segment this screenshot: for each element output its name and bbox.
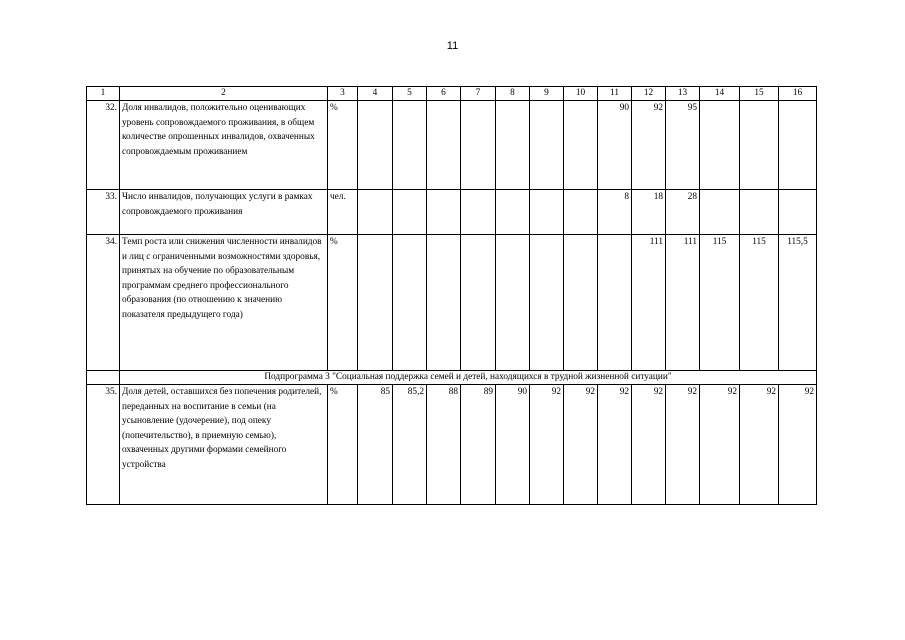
- column-header: 1: [87, 87, 120, 101]
- column-header: 15: [740, 87, 779, 101]
- indicators-table: [86, 86, 817, 505]
- column-header: 10: [564, 87, 598, 101]
- value-cell: 115: [700, 235, 740, 371]
- column-number-row: [87, 87, 817, 101]
- subprogram-row: [87, 371, 817, 385]
- value-cell: 92: [632, 101, 666, 190]
- value-cell: [427, 101, 461, 190]
- value-cell: 92: [779, 385, 817, 505]
- column-header: 12: [632, 87, 666, 101]
- page-number: 11: [446, 40, 459, 52]
- column-header: 7: [461, 87, 496, 101]
- value-cell: 92: [740, 385, 779, 505]
- value-cell: [427, 235, 461, 371]
- table-row: [87, 190, 817, 235]
- value-cell: [530, 235, 564, 371]
- column-header: 9: [530, 87, 564, 101]
- value-cell: [461, 190, 496, 235]
- value-cell: [740, 101, 779, 190]
- column-header: 13: [666, 87, 700, 101]
- value-cell: [496, 101, 530, 190]
- subprogram-title: Подпрограмма 3 "Социальная поддержка семей и детей, находящихся в трудной жизненной ситуации": [120, 371, 817, 385]
- unit-cell: %: [328, 235, 358, 371]
- indicator-name: Доля детей, оставшихся без попечения родителей, переданных на воспитание в семьи (на усыновление (удочерение), под опеку (попечительство), в приемную семью), охваченных другими формами семейного устройства: [120, 385, 328, 505]
- column-header: 2: [120, 87, 328, 101]
- value-cell: [393, 235, 427, 371]
- value-cell: [598, 235, 632, 371]
- value-cell: 85: [358, 385, 393, 505]
- column-header: 6: [427, 87, 461, 101]
- value-cell: [700, 101, 740, 190]
- value-cell: [393, 101, 427, 190]
- value-cell: 92: [564, 385, 598, 505]
- value-cell: 92: [530, 385, 564, 505]
- value-cell: [358, 190, 393, 235]
- value-cell: 92: [666, 385, 700, 505]
- value-cell: [700, 190, 740, 235]
- subprogram-spacer: [87, 371, 120, 385]
- row-index: 32.: [87, 101, 120, 190]
- value-cell: 88: [427, 385, 461, 505]
- value-cell: 111: [666, 235, 700, 371]
- column-header: 3: [328, 87, 358, 101]
- unit-cell: %: [328, 385, 358, 505]
- value-cell: [393, 190, 427, 235]
- value-cell: 111: [632, 235, 666, 371]
- value-cell: [564, 235, 598, 371]
- value-cell: 92: [598, 385, 632, 505]
- value-cell: 90: [598, 101, 632, 190]
- row-index: 35.: [87, 385, 120, 505]
- row-index: 34.: [87, 235, 120, 371]
- value-cell: 85,2: [393, 385, 427, 505]
- indicator-name: Число инвалидов, получающих услуги в рамках сопровождаемого проживания: [120, 190, 328, 235]
- value-cell: 115: [740, 235, 779, 371]
- indicator-name: Темп роста или снижения численности инвалидов и лиц с ограниченными возможностями здоровья, принятых на обучение по образовательным программам среднего профессионального образования (по отношению к значению показателя предыдущего года): [120, 235, 328, 371]
- column-header: 4: [358, 87, 393, 101]
- value-cell: 89: [461, 385, 496, 505]
- unit-cell: %: [328, 101, 358, 190]
- value-cell: 95: [666, 101, 700, 190]
- column-header: 5: [393, 87, 427, 101]
- column-header: 11: [598, 87, 632, 101]
- value-cell: [461, 101, 496, 190]
- value-cell: 8: [598, 190, 632, 235]
- column-header: 8: [496, 87, 530, 101]
- value-cell: 92: [632, 385, 666, 505]
- value-cell: [496, 235, 530, 371]
- table-row: [87, 235, 817, 371]
- table-row: [87, 101, 817, 190]
- value-cell: 115,5: [779, 235, 817, 371]
- value-cell: [779, 101, 817, 190]
- value-cell: [358, 101, 393, 190]
- value-cell: 28: [666, 190, 700, 235]
- value-cell: [358, 235, 393, 371]
- row-index: 33.: [87, 190, 120, 235]
- value-cell: [740, 190, 779, 235]
- unit-cell: чел.: [328, 190, 358, 235]
- value-cell: [779, 190, 817, 235]
- value-cell: 90: [496, 385, 530, 505]
- value-cell: [564, 190, 598, 235]
- value-cell: 18: [632, 190, 666, 235]
- table-row: [87, 385, 817, 505]
- value-cell: [461, 235, 496, 371]
- value-cell: 92: [700, 385, 740, 505]
- value-cell: [496, 190, 530, 235]
- indicator-name: Доля инвалидов, положительно оценивающих уровень сопровождаемого проживания, в общем количестве опрошенных инвалидов, охваченных сопровождаемым проживанием: [120, 101, 328, 190]
- column-header: 16: [779, 87, 817, 101]
- value-cell: [530, 190, 564, 235]
- value-cell: [530, 101, 564, 190]
- value-cell: [564, 101, 598, 190]
- value-cell: [427, 190, 461, 235]
- column-header: 14: [700, 87, 740, 101]
